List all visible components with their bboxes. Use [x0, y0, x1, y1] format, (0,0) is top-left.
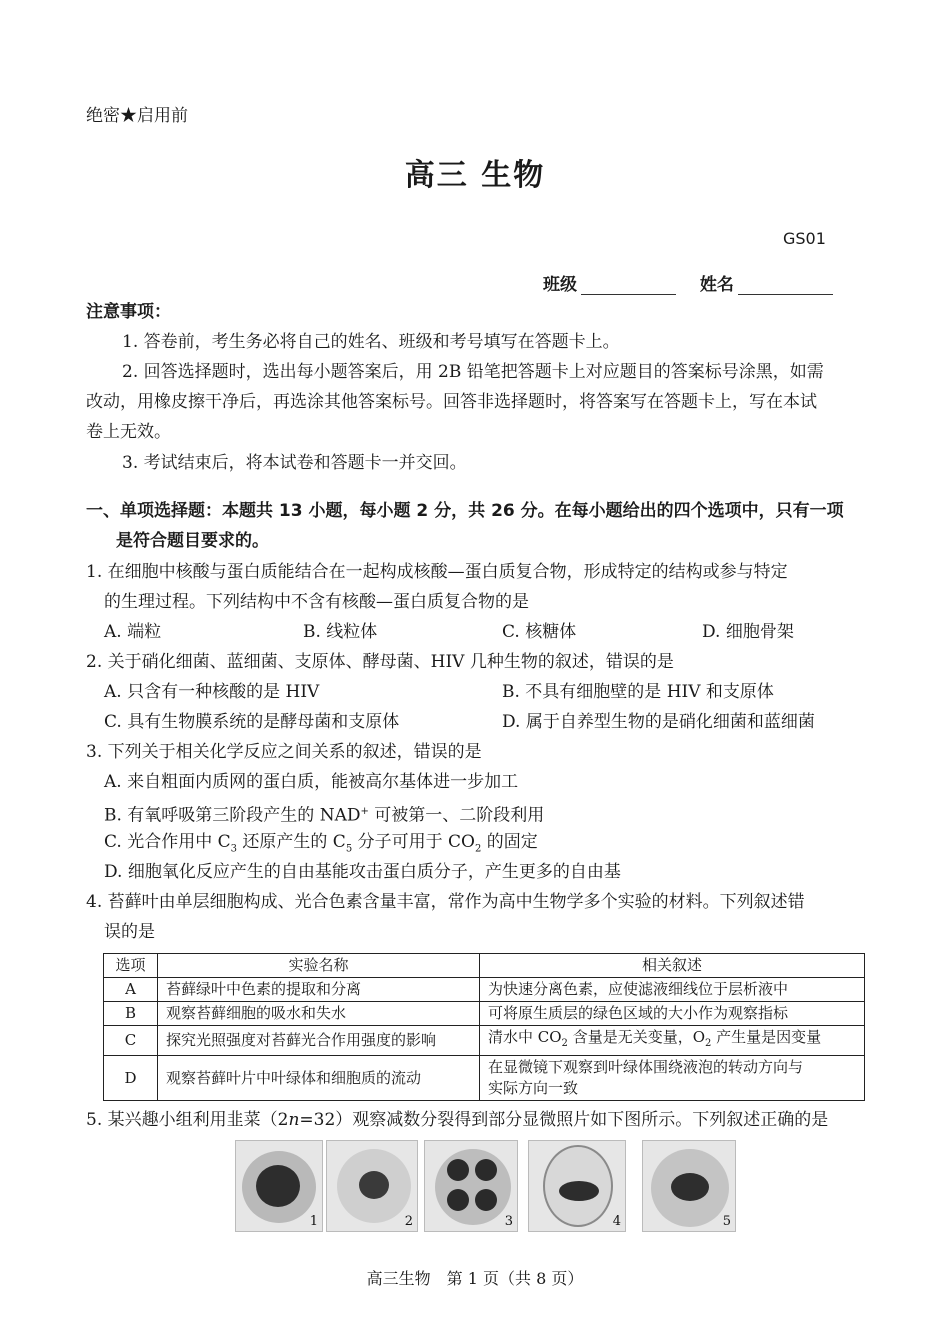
q1-stem-line-1: 1. 在细胞中核酸与蛋白质能结合在一起构成核酸—蛋白质复合物，形成特定的结构或参与特定: [86, 562, 788, 582]
q1-option-c: C. 核糖体: [502, 622, 577, 642]
table-row: [104, 1026, 865, 1056]
notice-item-3: 3. 考试结束后，将本试卷和答题卡一并交回。: [122, 453, 467, 473]
table-header-desc: 相关叙述: [480, 954, 865, 978]
table-header-option: 选项: [104, 954, 158, 978]
q5-stem: 5. 某兴趣小组利用韭菜（2n=32）观察减数分裂得到部分显微照片如下图所示。下列叙述正确的是: [86, 1110, 829, 1130]
q1-option-b: B. 线粒体: [303, 622, 378, 642]
name-label: 姓名: [699, 275, 734, 295]
page-footer: 高三生物 第 1 页（共 8 页）: [366, 1269, 584, 1288]
notice-item-2-line-1: 2. 回答选择题时，选出每小题答案后，用 2B 铅笔把答题卡上对应题目的答案标号涂黑，如需: [122, 362, 824, 382]
q2-option-d: D. 属于自养型生物的是硝化细菌和蓝细菌: [502, 712, 815, 732]
notice-heading: 注意事项：: [86, 302, 171, 322]
row-name: 探究光照强度对苔藓光合作用强度的影响: [158, 1026, 480, 1056]
q1-stem-line-2: 的生理过程。下列结构中不含有核酸—蛋白质复合物的是: [104, 592, 529, 612]
row-name: 观察苔藓细胞的吸水和失水: [158, 1002, 480, 1026]
q3-option-c: C. 光合作用中 $C_3$ 还原产生的 $C_5$ 分子可用于 $CO_2$ 的固定: [104, 832, 538, 855]
section-heading-line-2: 是符合题目要求的。: [116, 531, 269, 551]
class-blank: [581, 277, 676, 295]
notice-item-2-line-2: 改动，用橡皮擦干净后，再选涂其他答案标号。回答非选择题时，将答案写在答题卡上，写在本试: [86, 392, 817, 412]
row-option: C: [104, 1026, 158, 1056]
name-blank: [738, 277, 833, 295]
table-header-row: [104, 954, 865, 978]
experiment-table: [103, 953, 865, 1101]
micrograph-5: 5: [642, 1140, 736, 1232]
q3-option-d: D. 细胞氧化反应产生的自由基能攻击蛋白质分子，产生更多的自由基: [104, 862, 621, 882]
q4-stem-line-2: 误的是: [104, 922, 155, 942]
row-desc: 在显微镜下观察到叶绿体围绕液泡的转动方向与 实际方向一致: [480, 1056, 865, 1101]
page-title: 高三 生物: [404, 158, 546, 193]
section-heading-line-1: 一、单项选择题：本题共 13 小题，每小题 2 分，共 26 分。在每小题给出的四个选项中，只有一项: [86, 501, 844, 521]
q1-option-a: A. 端粒: [104, 622, 162, 642]
secret-label: 绝密★启用前: [86, 106, 188, 126]
q2-option-c: C. 具有生物膜系统的是酵母菌和支原体: [104, 712, 400, 732]
q2-stem: 2. 关于硝化细菌、蓝细菌、支原体、酵母菌、HIV 几种生物的叙述，错误的是: [86, 652, 674, 672]
row-desc: 可将原生质层的绿色区域的大小作为观察指标: [480, 1002, 865, 1026]
q3-option-a: A. 来自粗面内质网的蛋白质，能被高尔基体进一步加工: [104, 772, 519, 792]
row-option: A: [104, 978, 158, 1002]
q2-option-b: B. 不具有细胞壁的是 HIV 和支原体: [502, 682, 774, 702]
table-row: [104, 1002, 865, 1026]
q2-option-a: A. 只含有一种核酸的是 HIV: [104, 682, 320, 702]
table-row: [104, 978, 865, 1002]
row-desc: 清水中 $CO_2$ 含量是无关变量，$O_2$ 产生量是因变量: [480, 1026, 865, 1056]
row-desc: 为快速分离色素，应使滤液细线位于层析液中: [480, 978, 865, 1002]
row-name: 观察苔藓叶片中叶绿体和细胞质的流动: [158, 1056, 480, 1101]
micrograph-2: 2: [326, 1140, 418, 1232]
q3-option-b: B. 有氧呼吸第三阶段产生的 NAD+ 可被第一、二阶段利用: [104, 805, 545, 826]
table-row: [104, 1056, 865, 1101]
micrograph-1: 1: [235, 1140, 323, 1232]
notice-item-1: 1. 答卷前，考生务必将自己的姓名、班级和考号填写在答题卡上。: [122, 332, 620, 352]
table-header-name: 实验名称: [158, 954, 480, 978]
q4-stem-line-1: 4. 苔藓叶由单层细胞构成、光合色素含量丰富，常作为高中生物学多个实验的材料。下列叙述错: [86, 892, 805, 912]
row-option: B: [104, 1002, 158, 1026]
row-name: 苔藓绿叶中色素的提取和分离: [158, 978, 480, 1002]
q3-stem: 3. 下列关于相关化学反应之间关系的叙述，错误的是: [86, 742, 482, 762]
q1-option-d: D. 细胞骨架: [702, 622, 794, 642]
micrograph-4: 4: [528, 1140, 626, 1232]
notice-item-2-line-3: 卷上无效。: [86, 422, 171, 442]
class-field: [543, 270, 833, 295]
micrograph-3: 3: [424, 1140, 518, 1232]
row-option: D: [104, 1056, 158, 1101]
exam-code: GS01: [783, 229, 826, 248]
class-label: 班级: [543, 275, 577, 295]
